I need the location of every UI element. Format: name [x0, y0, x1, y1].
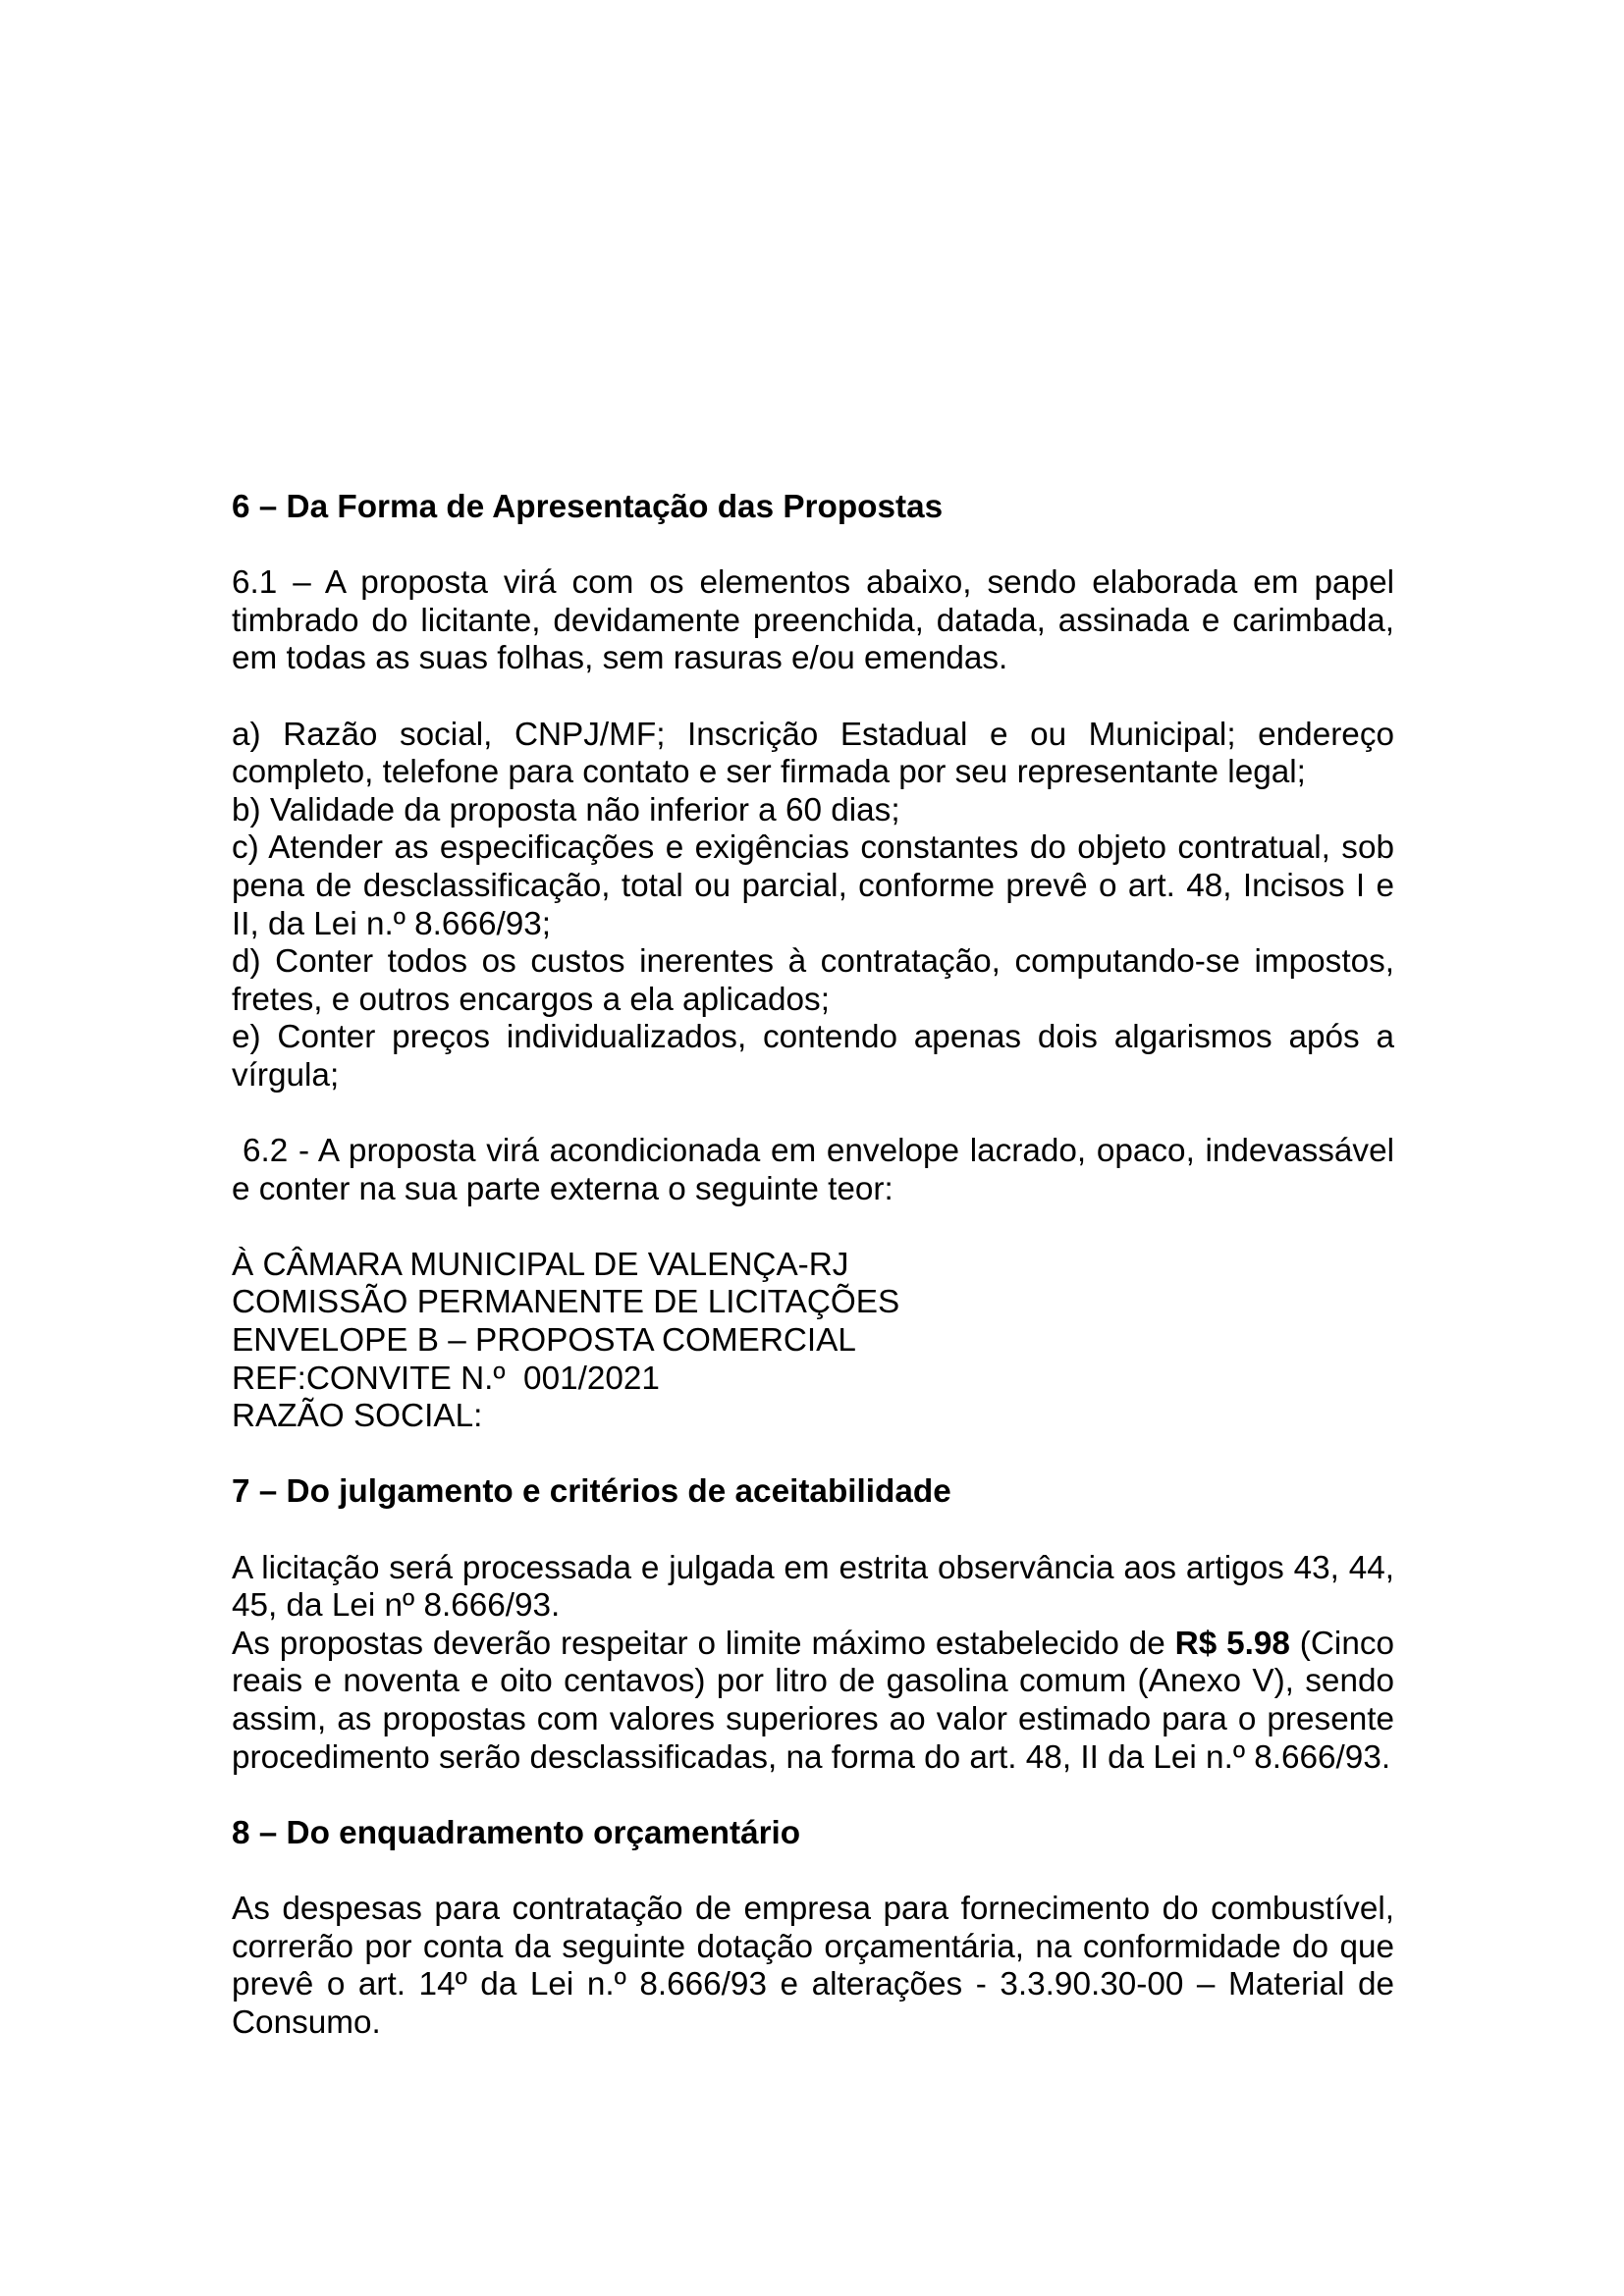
list-item-c: c) Atender as especificações e exigências constantes do objeto contratual, sob pena de desclassificação, total ou parcial, conforme prevê o art. 48, Incisos I e II, da Lei n.º 8.666/93;: [232, 829, 1394, 942]
paragraph-6-1: 6.1 – A proposta virá com os elementos abaixo, sendo elaborada em papel timbrado do licitante, devidamente preenchida, datada, assinada e carimbada, em todas as suas folhas, sem rasuras e/ou emendas.: [232, 564, 1394, 677]
paragraph-6-2: 6.2 - A proposta virá acondicionada em envelope lacrado, opaco, indevassável e conter na sua parte externa o seguinte teor:: [232, 1133, 1394, 1207]
paragraph-7-1: A licitação será processada e julgada em estrita observância aos artigos 43, 44, 45, da Lei nº 8.666/93.: [232, 1549, 1394, 1625]
list-item-a: a) Razão social, CNPJ/MF; Inscrição Estadual e ou Municipal; endereço completo, telefone para contato e ser firmada por seu representante legal;: [232, 716, 1394, 791]
list-item-d: d) Conter todos os custos inerentes à contratação, computando-se impostos, fretes, e outros encargos a ela aplicados;: [232, 943, 1394, 1018]
price-limit-value: R$ 5.98: [1174, 1625, 1290, 1662]
spacer: [232, 527, 1394, 565]
envelope-line-ref: REF:CONVITE N.º 001/2021: [232, 1360, 660, 1397]
paragraph-7-2: [232, 1626, 1394, 1777]
spacer: [232, 1208, 1394, 1247]
spacer: [232, 1512, 1394, 1550]
list-item-b: b) Validade da proposta não inferior a 60 dias;: [232, 791, 900, 828]
spacer: [232, 1436, 1394, 1474]
spacer: [232, 678, 1394, 717]
spacer: [232, 1777, 1394, 1815]
section-7-heading: 7 – Do julgamento e critérios de aceitabilidade: [232, 1473, 951, 1511]
spacer: [232, 1095, 1394, 1134]
list-item-e: e) Conter preços individualizados, contendo apenas dois algarismos após a vírgula;: [232, 1019, 1394, 1094]
section-8-heading: 8 – Do enquadramento orçamentário: [232, 1814, 801, 1851]
envelope-line-razao-social: RAZÃO SOCIAL:: [232, 1398, 483, 1435]
section-6-heading: 6 – Da Forma de Apresentação das Propostas: [232, 489, 944, 525]
paragraph-7-2-text-after: (Cinco reais e noventa e oito centavos) por litro de gasolina comum (Anexo V), sendo assim, as propostas com valores superiores ao valor estimado para o presente procedimento serão desclassificadas, na forma do art. 48, II da Lei n.º 8.666/93.: [232, 1625, 1395, 1776]
envelope-line-recipient: À CÂMARA MUNICIPAL DE VALENÇA-RJ: [232, 1246, 849, 1283]
envelope-line-envelope-label: ENVELOPE B – PROPOSTA COMERCIAL: [232, 1322, 856, 1360]
envelope-line-commission: COMISSÃO PERMANENTE DE LICITAÇÕES: [232, 1284, 900, 1321]
paragraph-8-1: As despesas para contratação de empresa para fornecimento do combustível, correrão por conta da seguinte dotação orçamentária, na conformidade do que prevê o art. 14º da Lei n.º 8.666/93 e alterações - 3.3.90.30-00 – Material de Consumo.: [232, 1890, 1394, 2041]
envelope-address-block: [232, 1247, 1394, 1436]
paragraph-7-2-text-before: As propostas deverão respeitar o limite máximo estabelecido de: [232, 1625, 1175, 1662]
spacer: [232, 1852, 1394, 1891]
